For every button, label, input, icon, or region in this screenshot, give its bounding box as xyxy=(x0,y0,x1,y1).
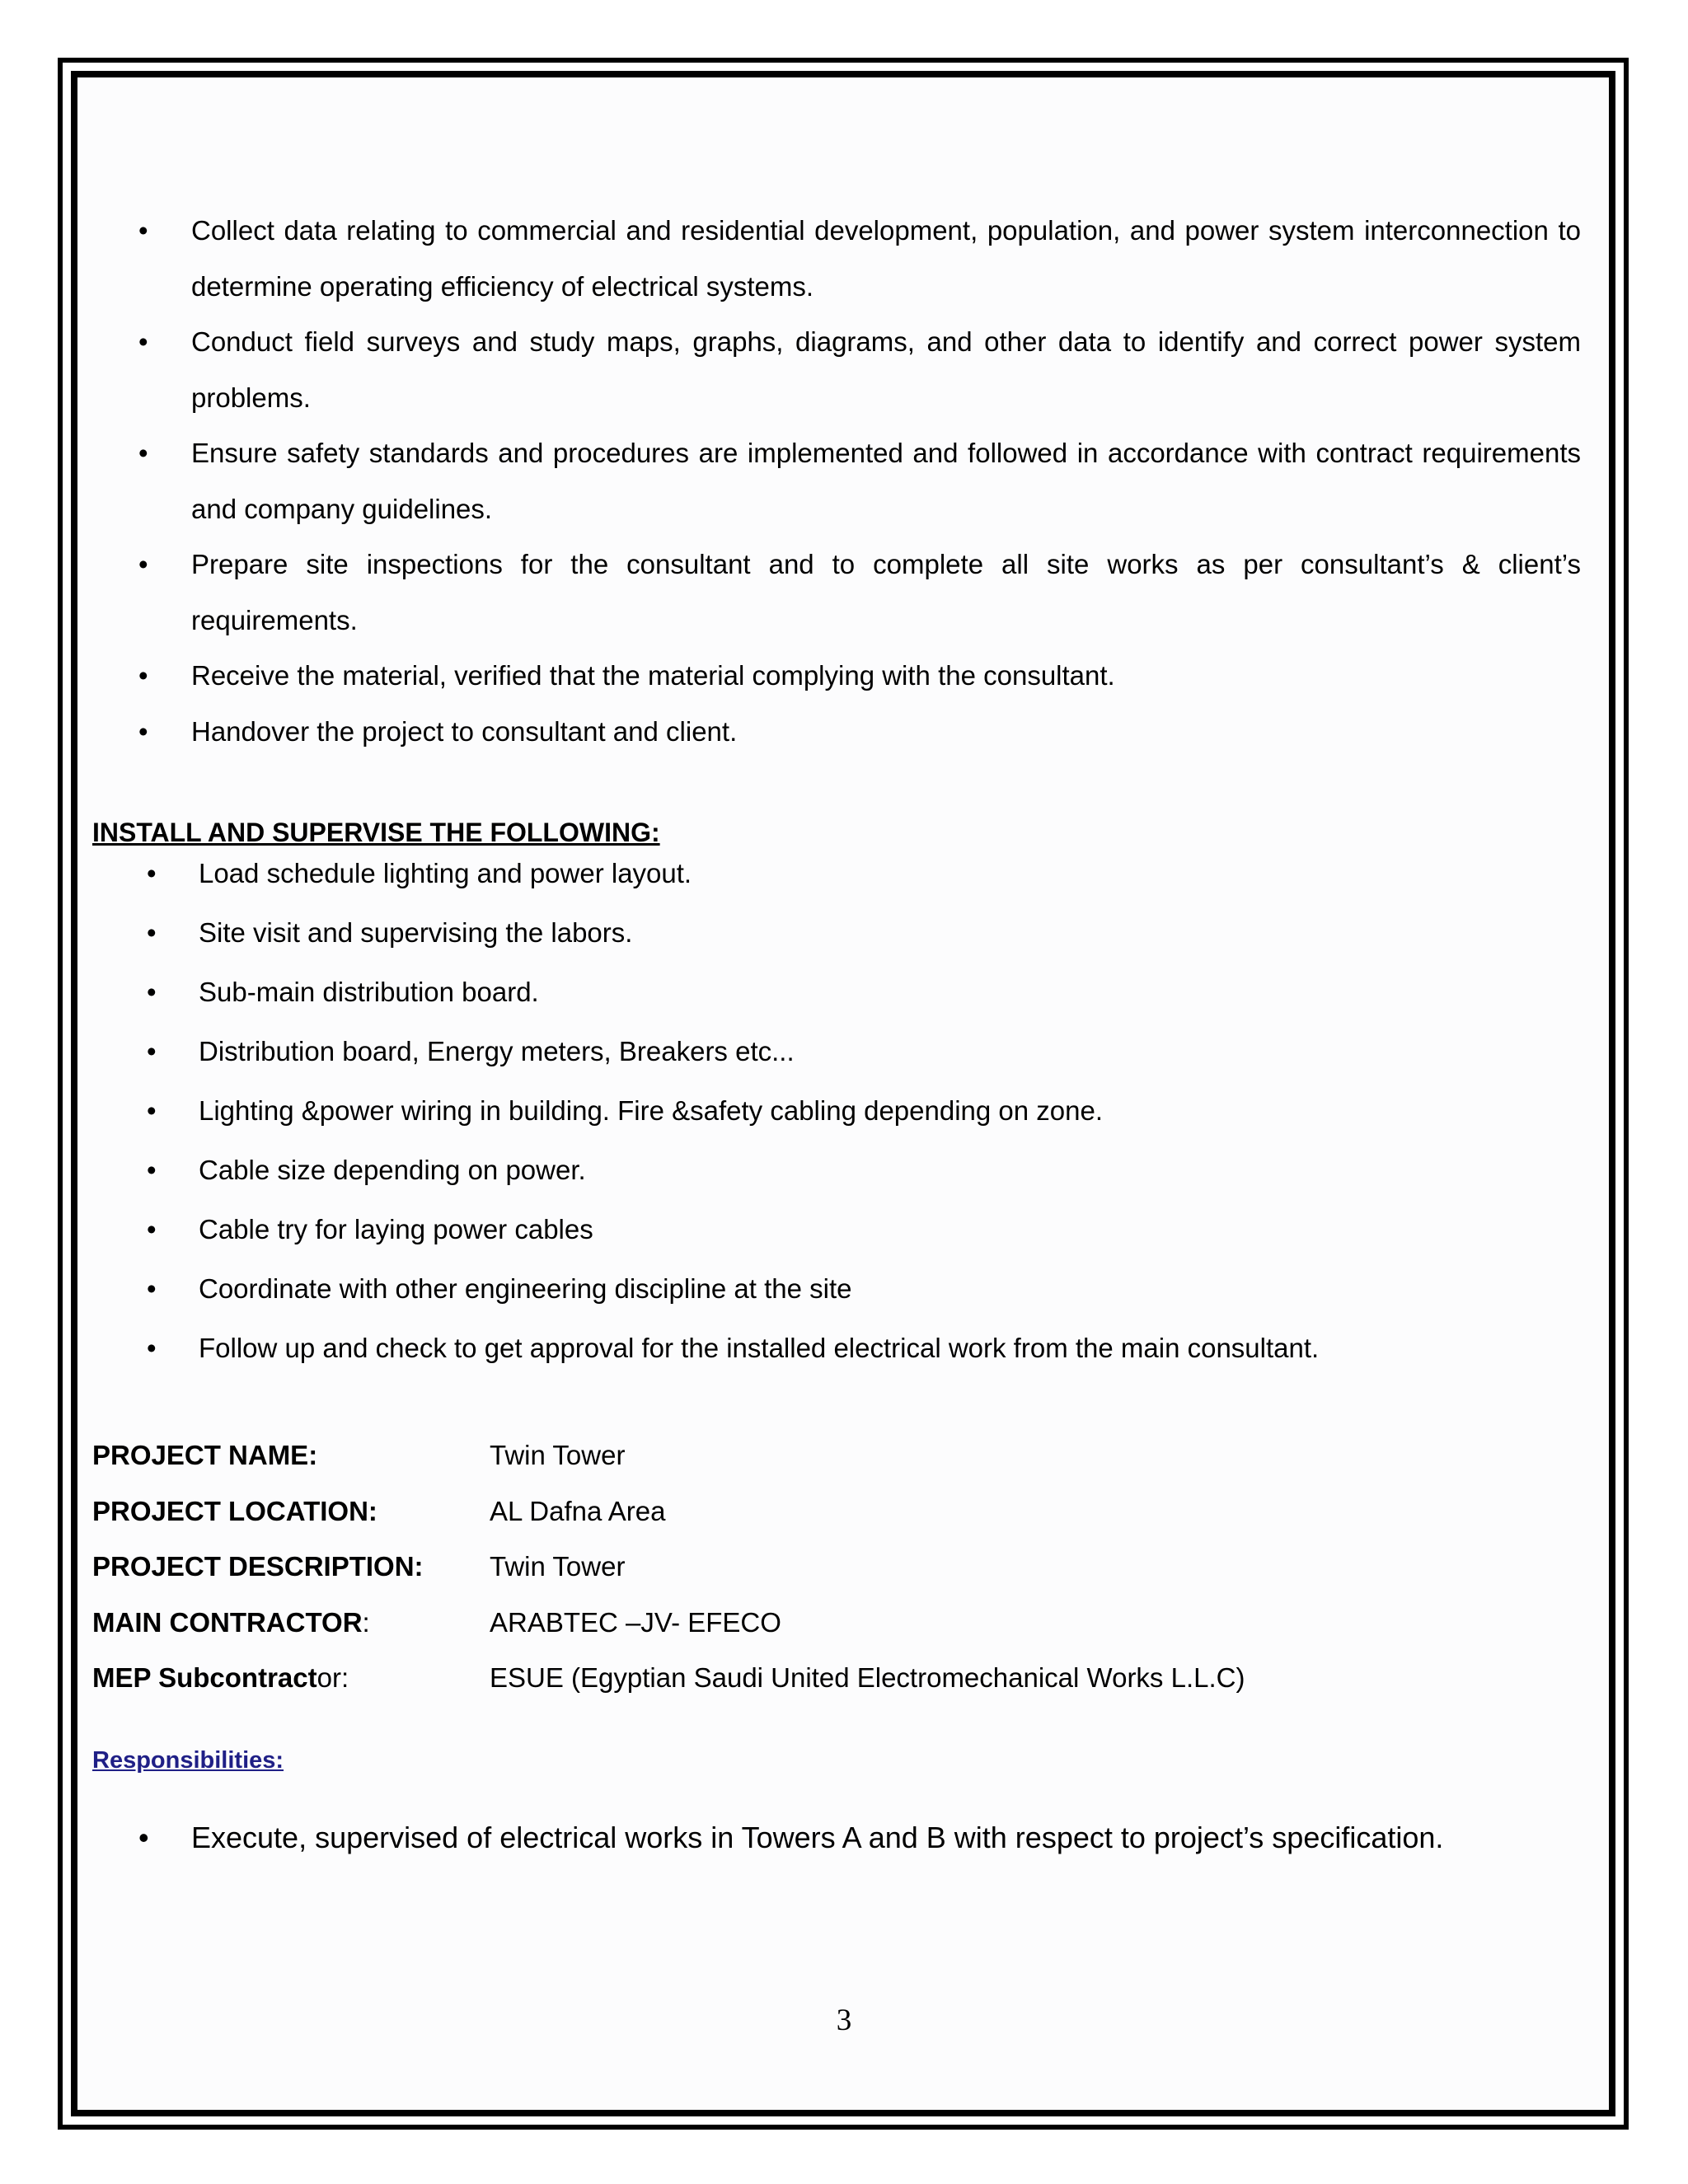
list-item: • Receive the material, verified that the material complying with the consultant. xyxy=(138,648,1581,704)
duties-list xyxy=(138,203,1581,759)
bullet-icon: • xyxy=(138,215,148,246)
mep-subcontractor-value: ESUE (Egyptian Saudi United Electromechanical Works L.L.C) xyxy=(490,1662,1245,1693)
list-item: • Prepare site inspections for the consultant and to complete all site works as per consultant’s & client’s requirements. xyxy=(138,537,1581,648)
project-details xyxy=(92,1427,1245,1706)
bullet-icon: • xyxy=(147,977,157,1007)
bullet-icon: • xyxy=(147,1036,157,1066)
main-contractor-label: MAIN CONTRACTOR xyxy=(92,1606,363,1638)
project-description-value: Twin Tower xyxy=(490,1551,626,1582)
mep-subcontractor-label: MEP Subcontract xyxy=(92,1662,317,1693)
install-section-heading: INSTALL AND SUPERVISE THE FOLLOWING: xyxy=(92,818,660,847)
project-location-label: PROJECT LOCATION: xyxy=(92,1495,377,1526)
mep-subcontractor-row: MEP Subcontractor: ESUE (Egyptian Saudi United Electromechanical Works L.L.C) xyxy=(92,1650,1245,1706)
list-item: • Handover the project to consultant and client. xyxy=(138,704,1581,760)
bullet-icon: • xyxy=(147,1155,157,1185)
list-item: • Follow up and check to get approval for the installed electrical work from the main consultant. xyxy=(147,1319,1319,1378)
project-description-label: PROJECT DESCRIPTION: xyxy=(92,1551,424,1582)
project-location-row xyxy=(92,1483,1245,1540)
bullet-icon: • xyxy=(147,1333,157,1363)
main-contractor-row: MAIN CONTRACTOR: ARABTEC –JV- EFECO xyxy=(92,1595,1245,1651)
list-item: • Site visit and supervising the labors. xyxy=(147,903,1319,963)
bullet-icon: • xyxy=(138,715,148,747)
bullet-icon: • xyxy=(138,438,148,468)
bullet-icon: • xyxy=(147,917,157,948)
bullet-icon: • xyxy=(147,858,157,888)
bullet-icon: • xyxy=(147,1273,157,1304)
main-contractor-value: ARABTEC –JV- EFECO xyxy=(490,1606,781,1638)
list-item: • Conduct field surveys and study maps, graphs, diagrams, and other data to identify and correct power system problems. xyxy=(138,314,1581,425)
bullet-icon: • xyxy=(138,660,148,691)
list-item: • Ensure safety standards and procedures are implemented and followed in accordance with contract requirements and company guidelines. xyxy=(138,425,1581,537)
list-item: • Load schedule lighting and power layout. xyxy=(147,844,1319,903)
bullet-icon: • xyxy=(147,1214,157,1244)
install-list xyxy=(147,844,1319,1378)
list-item: • Cable try for laying power cables xyxy=(147,1200,1319,1259)
bullet-icon: • xyxy=(138,1821,149,1854)
project-name-value: Twin Tower xyxy=(490,1440,626,1470)
project-description-row xyxy=(92,1539,1245,1595)
responsibilities-heading: Responsibilities: xyxy=(92,1747,284,1774)
list-item: • Execute, supervised of electrical works in Towers A and B with respect to project’s specification. xyxy=(138,1811,1443,1864)
list-item: • Lighting &power wiring in building. Fire &safety cabling depending on zone. xyxy=(147,1081,1319,1141)
project-location-value: AL Dafna Area xyxy=(490,1495,666,1526)
list-item: • Sub-main distribution board. xyxy=(147,963,1319,1022)
list-item: • Coordinate with other engineering discipline at the site xyxy=(147,1259,1319,1319)
list-item: • Cable size depending on power. xyxy=(147,1141,1319,1200)
bullet-icon: • xyxy=(147,1095,157,1126)
project-name-label: PROJECT NAME: xyxy=(92,1440,318,1470)
list-item: • Distribution board, Energy meters, Breakers etc... xyxy=(147,1022,1319,1081)
bullet-icon: • xyxy=(138,549,148,579)
page-number: 3 xyxy=(836,2004,852,2037)
project-name-row xyxy=(92,1427,1245,1483)
bullet-icon: • xyxy=(138,326,148,357)
list-item: • Collect data relating to commercial and residential development, population, and power system interconnection to determine operating efficiency of electrical systems. xyxy=(138,203,1581,314)
responsibilities-list xyxy=(138,1811,1443,1864)
